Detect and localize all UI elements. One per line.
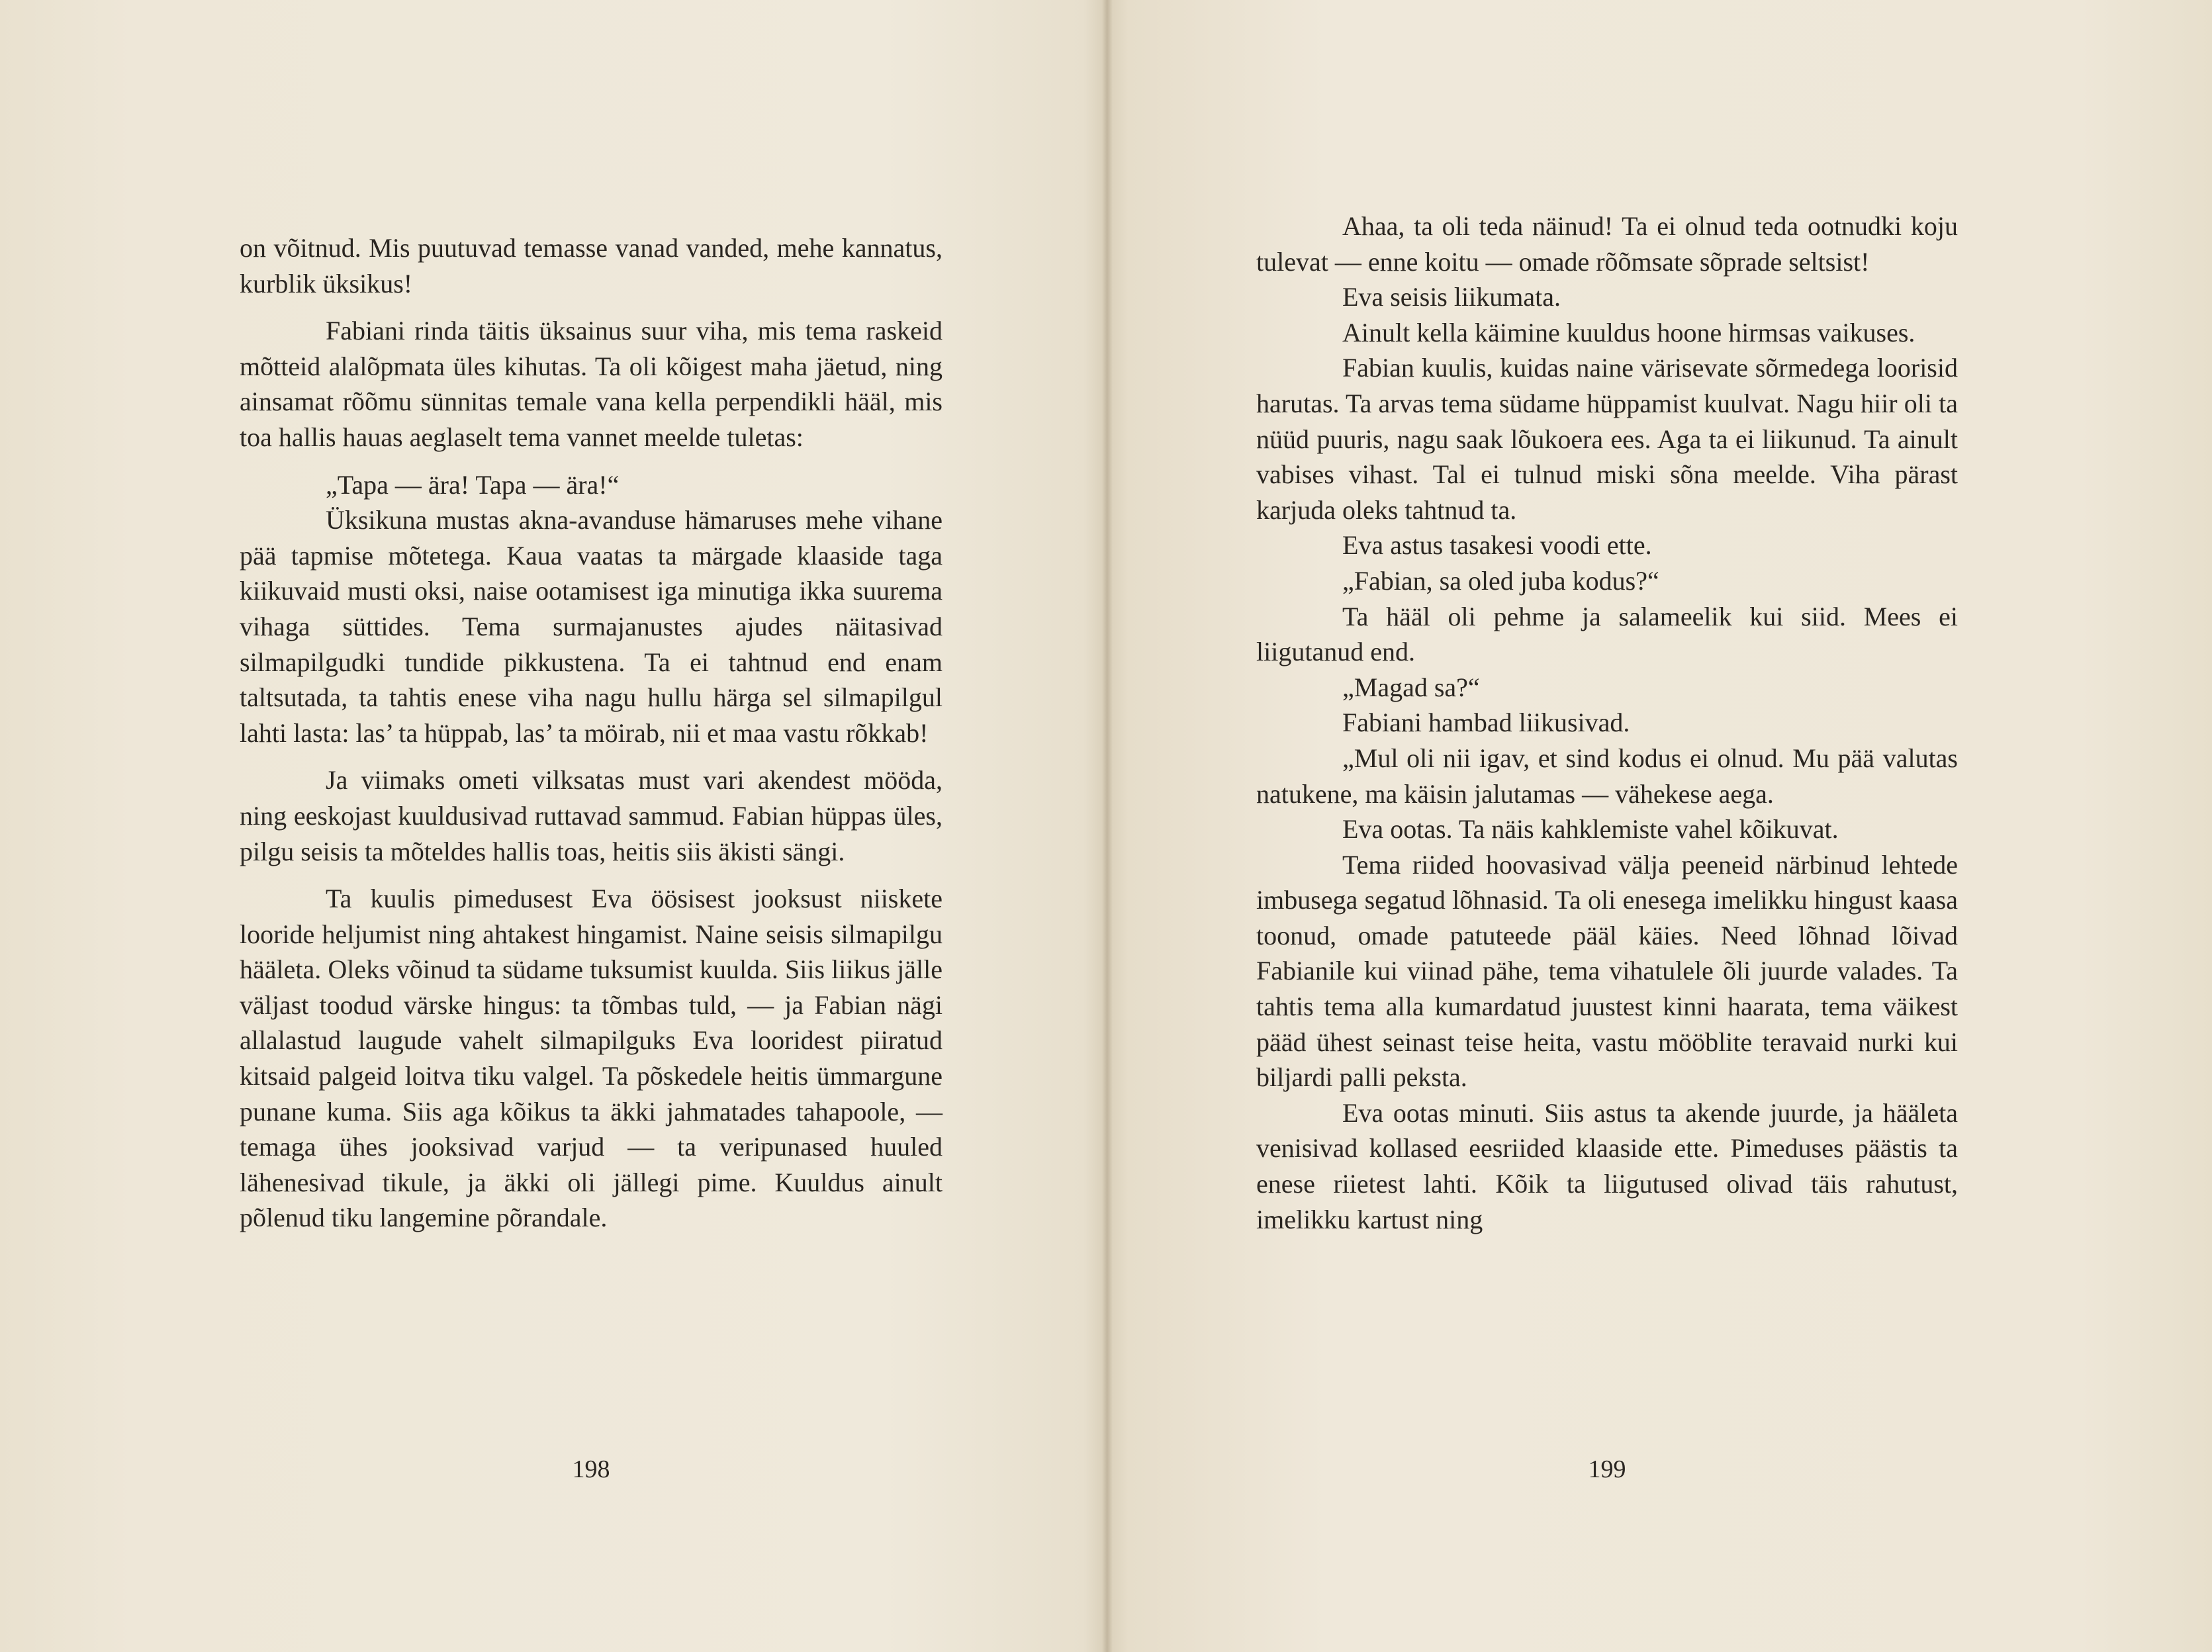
paragraph: „Tapa — ära! Tapa — ära!“ (326, 469, 620, 500)
paragraph: „Mul oli nii igav, et sind kodus ei olnud. Mu pää valutas natukene, ma käisin jalutamas — vähekese aega. (1256, 743, 1958, 809)
book-gutter (1102, 0, 1113, 1652)
paragraph: Üksikuna mustas akna-avanduse hämaruses mehe vihane pää tapmise mõtetega. Kaua vaatas ta märgade klaaside taga kiikuvaid musti oksi, naise ootamisest iga minutiga ikka suurema vihaga süttides. Tema surmajanustes ajudes näitasivad silmapilgudki tundide pikkustena. Ta ei tahtnud end enam taltsutada, ta tahtis enese viha nagu hullu härga sel silmapilgul lahti lasta: las’ ta hüppab, las’ ta möirab, nii et maa vastu rõkkab! (240, 505, 943, 748)
paragraph: Fabiani rinda täitis üksainus suur viha, mis tema raskeid mõtteid alalõpmata üles kihutas. Ta oli kõigest maha jäetud, ning ainsamat rõõmu sünnitas temale vana kella perpendikli hääl, mis toa hallis hauas aeglaselt tema vannet meelde tuletas: (240, 316, 943, 452)
paragraph: Eva astus tasakesi voodi ette. (1342, 530, 1652, 561)
left-page (0, 0, 1102, 1652)
paragraph: Fabian kuulis, kuidas naine värisevate sõrmedega loorisid harutas. Ta arvas tema südame hüppamist kuulvat. Nagu hiir oli ta nüüd puuris, nagu saak lõukoera ees. Aga ta ei liikunud. Ta ainult vabises vihast. Tal ei tulnud miski sõna meelde. Viha pärast karjuda oleks tahtnud ta. (1256, 353, 1958, 525)
paragraph: Ahaa, ta oli teda näinud! Ta ei olnud teda ootnudki koju tulevat — enne koitu — omade rõõmsate sõprade seltsist! (1256, 211, 1958, 277)
page-number: 198 (572, 1455, 610, 1483)
paragraph: Eva ootas. Ta näis kahklemiste vahel kõikuvat. (1342, 814, 1839, 845)
paragraph: „Fabian, sa oled juba kodus?“ (1342, 565, 1659, 596)
page-number: 199 (1588, 1455, 1626, 1483)
left-page-text (240, 230, 943, 1236)
paragraph: Ta kuulis pimedusest Eva öösisest jooksust niiskete looride heljumist ning ahtakest hingamist. Naine seisis silmapilgu hääleta. Oleks võinud ta südame tuksumist kuulda. Siis liikus jälle väljast toodud värske hingus: ta tõmbas tuld, — ja Fabian nägi allalastud laugude vahelt silmapilguks Eva looridest piiratud kitsaid palgeid loitva tiku valgel. Ta põskedele heitis ümmargune punane kuma. Siis aga kõikus ta äkki jahmatades tahapoole, — temaga ühes jooksivad varjud — ta veripunased huuled lähenesivad tikule, ja äkki oli jällegi pime. Kuuldus ainult põlenud tiku langemine põrandale. (240, 884, 943, 1233)
paragraph: Ja viimaks ometi vilksatas must vari akendest mööda, ning eeskojast kuuldusivad ruttavad sammud. Fabian hüppas üles, pilgu seisis ta mõteldes hallis toas, heitis siis äkisti sängi. (240, 765, 943, 866)
paragraph: Eva seisis liikumata. (1342, 282, 1561, 312)
paragraph: Fabiani hambad liikusivad. (1342, 708, 1630, 738)
paragraph: Tema riided hoovasivad välja peeneid närbinud lehtede imbusega segatud lõhnasid. Ta oli enesega imelikku hingust kaasa toonud, omade patuteede pääl käies. Need lõhnad lõivad Fabianile kui viinad pähe, tema vihatulele õli juurde valades. Ta tahtis tema alla kumardatud juustest kinni haarata, tema väikest pääd ühest seinast teise heita, vastu mööblite teravaid nurki kui biljardi palli peksta. (1256, 849, 1958, 1093)
right-page (1113, 0, 2212, 1652)
paragraph: Eva ootas minuti. Siis astus ta akende juurde, ja hääleta venisivad kollased eesriided klaaside ette. Pimeduses päästis ta enese riietest lahti. Kõik ta liigutused olivad täis rahutust, imelikku kartust ning (1256, 1097, 1958, 1234)
paragraph: Ta hääl oli pehme ja salameelik kui siid. Mees ei liigutanud end. (1256, 601, 1958, 667)
paragraph: Ainult kella käimine kuuldus hoone hirmsas vaikuses. (1342, 317, 1915, 347)
paragraph: on võitnud. Mis puutuvad temasse vanad vanded, mehe kannatus, kurblik üksikus! (240, 233, 943, 298)
paragraph: „Magad sa?“ (1342, 672, 1480, 702)
right-page-text (1256, 208, 1958, 1237)
